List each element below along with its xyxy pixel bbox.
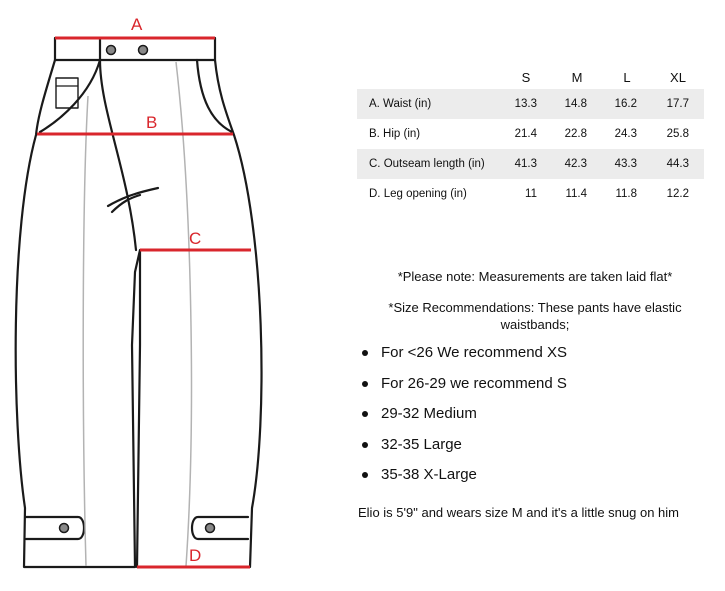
table-row (357, 89, 704, 119)
marker-d: D (189, 546, 202, 565)
table-cell: 16.2 (602, 89, 652, 119)
size-header-s: S (521, 70, 531, 85)
list-item: For 26-29 we recommend S (360, 369, 567, 400)
laid-flat-note: *Please note: Measurements are taken laid flat* (397, 269, 673, 284)
table-row (357, 119, 704, 149)
table-cell: 22.8 (564, 128, 587, 140)
size-header-xl: XL (670, 70, 686, 85)
bullet-icon (362, 442, 368, 448)
bullet-icon (362, 381, 368, 387)
left-seam (83, 96, 88, 566)
row-label: C. Outseam length (in) (357, 149, 500, 179)
waistband (55, 38, 215, 60)
right-ankle-tab (192, 517, 248, 539)
right-pocket (197, 60, 232, 132)
table-cell: 42.3 (552, 149, 602, 179)
list-item: For <26 We recommend XS (360, 338, 567, 369)
size-header-row (357, 66, 704, 89)
size-header-l: L (623, 70, 631, 85)
table-cell: 12.2 (666, 188, 689, 200)
bullet-icon (362, 472, 368, 478)
table-cell: 44.3 (652, 149, 704, 179)
size-chart-table (357, 66, 704, 209)
waist-button-right (139, 46, 148, 55)
bullet-icon (362, 411, 368, 417)
recommendation-list (360, 338, 567, 491)
right-ankle-button (206, 524, 215, 533)
table-cell: 14.8 (552, 89, 602, 119)
table-cell: 25.8 (666, 128, 689, 140)
left-pocket (40, 60, 100, 132)
table-cell: 24.3 (614, 128, 637, 140)
table-cell: 41.3 (500, 149, 552, 179)
marker-b: B (146, 113, 158, 132)
left-ankle-button (60, 524, 69, 533)
table-row (357, 149, 704, 179)
table-cell: 11.8 (615, 188, 637, 200)
row-label: A. Waist (in) (357, 89, 500, 119)
table-cell: 11.4 (565, 188, 587, 200)
model-fit-note: Elio is 5'9" and wears size M and it's a little snug on him (358, 505, 680, 520)
table-cell: 43.3 (602, 149, 652, 179)
pants-diagram (0, 0, 270, 591)
table-cell: 13.3 (500, 89, 552, 119)
right-seam (176, 62, 191, 566)
size-recommendation-note: *Size Recommendations: These pants have elastic waistbands; (388, 300, 682, 332)
table-cell: 21.4 (514, 128, 537, 140)
table-cell: 17.7 (652, 89, 704, 119)
size-header-m: M (571, 70, 583, 85)
row-label: D. Leg opening (in) (369, 188, 467, 200)
table-row (357, 179, 704, 209)
list-item: 35-38 X-Large (360, 460, 567, 491)
pants-outline (16, 60, 262, 567)
marker-a: A (131, 15, 143, 34)
list-item: 29-32 Medium (360, 399, 567, 430)
waist-button-left (107, 46, 116, 55)
bullet-icon (362, 350, 368, 356)
fly (100, 60, 136, 250)
row-label: B. Hip (in) (369, 128, 421, 140)
marker-c: C (189, 229, 202, 248)
list-item: 32-35 Large (360, 430, 567, 461)
left-ankle-tab (26, 517, 84, 539)
table-cell: 11 (525, 188, 537, 200)
